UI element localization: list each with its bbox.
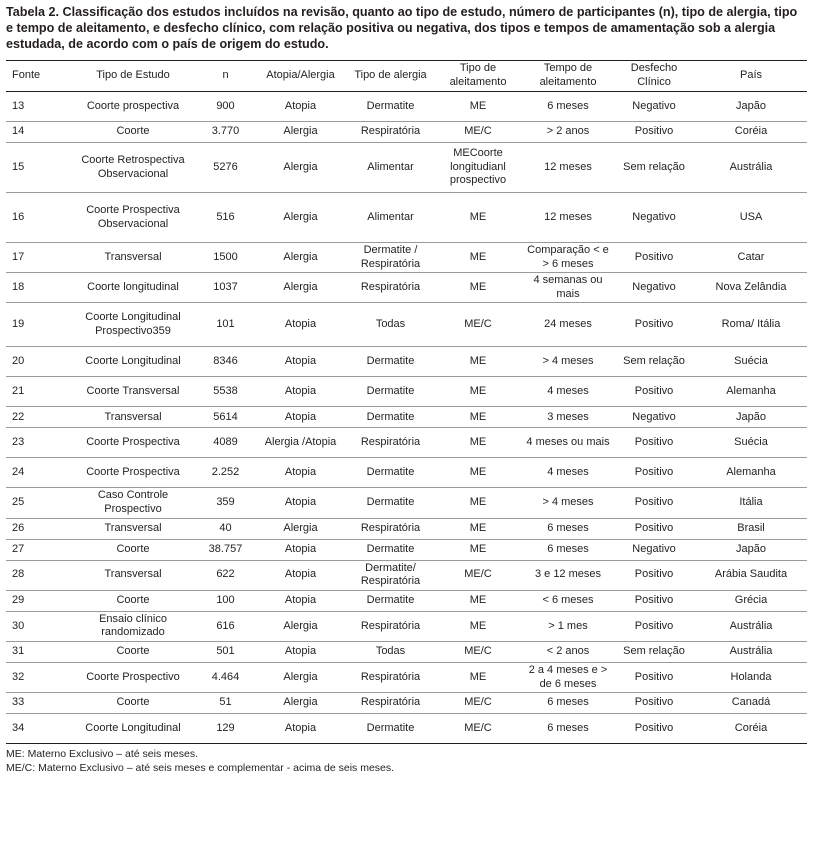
cell-tipo-de-estudo: Coorte prospectiva [86,99,180,112]
cell-n: 3.770 [211,125,240,138]
table-row [6,611,807,641]
table-row [6,273,807,303]
cell-fonte: 31 [12,645,25,658]
cell-tempo-de-aleitamento: > 2 anos [546,125,590,138]
cell-fonte: 15 [12,160,25,173]
cell-desfecho-clinico: Positivo [634,568,674,581]
cell-fonte: 26 [12,521,25,534]
cell-pais: Japão [736,542,766,555]
cell-fonte: 29 [12,593,25,606]
column-header-tipo-de-aleitamento: Tipo de aleitamento [449,62,507,88]
cell-n: 40 [219,521,232,534]
cell-tipo-de-estudo: Coorte Prospectiva [86,436,180,449]
cell-tipo-de-estudo: Coorte [116,593,150,606]
cell-n: 5538 [213,385,238,398]
cell-tipo-de-aleitamento: ME [469,436,487,449]
cell-n: 4.464 [211,670,240,683]
cell-tipo-de-aleitamento: ME/C [464,721,492,734]
cell-n: 622 [216,568,235,581]
cell-tempo-de-aleitamento: 2 a 4 meses e > de 6 meses [528,663,608,690]
cell-tipo-de-aleitamento: ME [469,670,487,683]
cell-n: 100 [216,593,235,606]
table-caption [6,4,807,52]
cell-n: 1500 [213,250,238,263]
cell-pais: Holanda [730,670,772,683]
cell-fonte: 23 [12,436,25,449]
cell-pais: Alemanha [726,385,776,398]
cell-tipo-de-alergia: Alimentar [367,210,414,223]
cell-tipo-de-alergia: Dermatite [366,593,415,606]
cell-pais: Grécia [734,593,768,606]
cell-pais: Japão [736,99,766,112]
cell-n: 359 [216,496,235,509]
cell-atopia-alergia: Alergia [283,696,318,709]
cell-pais: Arábia Saudita [714,568,788,581]
cell-tipo-de-alergia: Todas [375,645,406,658]
cell-tipo-de-alergia: Respiratória [360,696,421,709]
cell-tipo-de-estudo: Coorte Retrospectiva Observacional [81,153,185,180]
table-row [6,488,807,518]
cell-tempo-de-aleitamento: 3 e 12 meses [534,568,602,581]
cell-desfecho-clinico: Negativo [632,210,676,223]
table-row [6,458,807,488]
studies-table [6,60,807,744]
cell-tipo-de-estudo: Coorte [116,125,150,138]
cell-n: 38.757 [208,542,243,555]
cell-desfecho-clinico: Positivo [634,436,674,449]
cell-atopia-alergia: Alergia [283,670,318,683]
cell-tipo-de-alergia: Respiratória [360,280,421,293]
cell-desfecho-clinico: Positivo [634,721,674,734]
cell-desfecho-clinico: Positivo [634,696,674,709]
cell-tipo-de-aleitamento: ME [469,496,487,509]
table-row [6,92,807,122]
cell-tempo-de-aleitamento: 6 meses [547,696,589,709]
cell-pais: Japão [736,410,766,423]
cell-tipo-de-aleitamento: ME [469,385,487,398]
cell-tipo-de-alergia: Respiratória [360,619,421,632]
cell-tempo-de-aleitamento: 6 meses [547,99,589,112]
table-row [6,539,807,560]
cell-pais: Suécia [734,355,768,368]
cell-tipo-de-estudo: Coorte Longitudinal [85,355,181,368]
cell-fonte: 30 [12,619,25,632]
cell-tipo-de-estudo: Ensaio clínico randomizado [99,612,167,639]
cell-atopia-alergia: Atopia [284,593,317,606]
cell-fonte: 28 [12,568,25,581]
note-mec: ME/C: Materno Exclusivo – até seis meses e complementar - acima de seis meses. [6,762,395,775]
table-header [6,61,807,92]
cell-fonte: 21 [12,385,25,398]
cell-tipo-de-aleitamento: ME [469,355,487,368]
cell-desfecho-clinico: Sem relação [623,355,685,368]
cell-atopia-alergia: Alergia [283,280,318,293]
table-row [6,560,807,590]
cell-fonte: 18 [12,280,25,293]
cell-tempo-de-aleitamento: > 1 mes [548,619,588,632]
cell-tempo-de-aleitamento: 4 semanas ou mais [533,274,603,300]
cell-fonte: 27 [12,542,25,555]
cell-desfecho-clinico: Negativo [632,542,676,555]
cell-tipo-de-estudo: Coorte Longitudinal Prospectivo359 [85,311,181,337]
table-row [6,243,807,273]
cell-tipo-de-estudo: Transversal [104,568,162,581]
cell-desfecho-clinico: Sem relação [623,160,685,173]
cell-tipo-de-estudo: Coorte Longitudinal [85,721,181,734]
cell-tempo-de-aleitamento: 4 meses [547,385,589,398]
caption-text: Classificação dos estudos incluídos na revisão, quanto ao tipo de estudo, número de participantes (n), tipo de alergia, tipo e tempo de aleitamento, e desfecho clínico, com relação positiva ou negativa, dos tipos e tempos de amamentação sob a alergia estudada, de acordo com o país de origem do estudo. [6,5,798,51]
cell-desfecho-clinico: Positivo [634,619,674,632]
cell-pais: Canadá [731,696,771,709]
cell-atopia-alergia: Alergia [283,521,318,534]
cell-atopia-alergia: Alergia /Atopia [264,436,337,449]
cell-desfecho-clinico: Negativo [632,280,676,293]
cell-pais: USA [739,210,763,223]
cell-tipo-de-alergia: Todas [375,318,406,331]
cell-tipo-de-aleitamento: ME/C [464,645,492,658]
cell-n: 501 [216,645,235,658]
cell-fonte: 19 [12,318,25,331]
cell-pais: Austrália [729,160,773,173]
cell-pais: Coréia [734,125,768,138]
cell-pais: Brasil [737,521,765,534]
column-header-pais: País [739,69,762,82]
cell-fonte: 24 [12,466,25,479]
cell-tipo-de-alergia: Respiratória [360,670,421,683]
cell-tempo-de-aleitamento: 12 meses [544,160,592,173]
cell-desfecho-clinico: Sem relação [623,645,685,658]
cell-tipo-de-estudo: Transversal [104,250,162,263]
cell-desfecho-clinico: Positivo [634,125,674,138]
cell-atopia-alergia: Alergia [283,125,318,138]
cell-tipo-de-aleitamento: ME/C [464,568,492,581]
table-notes [6,747,807,775]
table-row [6,347,807,377]
cell-pais: Austrália [729,645,773,658]
table-row [6,143,807,193]
cell-tipo-de-estudo: Caso Controle Prospectivo [97,489,169,515]
cell-tipo-de-aleitamento: ME/C [464,318,492,331]
cell-tipo-de-aleitamento: ME [469,250,487,263]
cell-tempo-de-aleitamento: 4 meses ou mais [526,436,610,449]
cell-tempo-de-aleitamento: 3 meses [547,410,589,423]
cell-tipo-de-alergia: Dermatite [366,99,415,112]
cell-tipo-de-aleitamento: ME [469,619,487,632]
cell-desfecho-clinico: Positivo [634,593,674,606]
cell-tipo-de-alergia: Dermatite [366,721,415,734]
cell-tipo-de-alergia: Respiratória [360,436,421,449]
cell-tipo-de-estudo: Coorte Prospectiva [86,466,180,479]
cell-fonte: 33 [12,696,25,709]
cell-desfecho-clinico: Positivo [634,521,674,534]
column-header-tempo-de-aleitamento: Tempo de aleitamento [539,62,597,88]
cell-atopia-alergia: Atopia [284,645,317,658]
cell-n: 516 [216,210,235,223]
cell-tempo-de-aleitamento: Comparação < e > 6 meses [527,244,609,270]
cell-tipo-de-alergia: Respiratória [360,125,421,138]
cell-tipo-de-alergia: Dermatite [366,496,415,509]
cell-atopia-alergia: Alergia [283,210,318,223]
cell-atopia-alergia: Atopia [284,318,317,331]
cell-atopia-alergia: Atopia [284,721,317,734]
cell-pais: Coréia [734,721,768,734]
cell-tipo-de-estudo: Transversal [104,521,162,534]
cell-tempo-de-aleitamento: 12 meses [544,210,592,223]
table-body [6,92,807,744]
cell-fonte: 34 [12,721,25,734]
table-row [6,641,807,662]
table-row [6,662,807,692]
cell-pais: Itália [739,496,763,509]
cell-atopia-alergia: Atopia [284,568,317,581]
cell-n: 900 [216,99,235,112]
cell-pais: Roma/ Itália [721,318,781,331]
cell-fonte: 25 [12,496,25,509]
cell-tipo-de-alergia: Dermatite [366,466,415,479]
cell-tempo-de-aleitamento: > 4 meses [542,496,594,509]
cell-pais: Nova Zelândia [715,280,787,293]
column-header-tipo-de-estudo: Tipo de Estudo [96,69,170,82]
column-header-atopia-alergia: Atopia/Alergia [266,69,335,82]
column-header-n: n [222,69,229,82]
cell-tipo-de-alergia: Alimentar [367,160,414,173]
cell-tipo-de-estudo: Coorte longitudinal [87,280,179,293]
cell-tempo-de-aleitamento: 24 meses [544,318,592,331]
cell-desfecho-clinico: Positivo [634,466,674,479]
cell-n: 1037 [213,280,238,293]
cell-atopia-alergia: Atopia [284,410,317,423]
table-row [6,428,807,458]
cell-pais: Suécia [734,436,768,449]
table-row [6,377,807,407]
cell-atopia-alergia: Alergia [283,619,318,632]
cell-fonte: 22 [12,410,25,423]
cell-tempo-de-aleitamento: < 6 meses [542,593,594,606]
cell-tipo-de-aleitamento: ME [469,521,487,534]
caption-label: Tabela 2. [6,5,59,19]
cell-tipo-de-estudo: Transversal [104,410,162,423]
cell-n: 129 [216,721,235,734]
cell-tipo-de-aleitamento: ME [469,99,487,112]
cell-desfecho-clinico: Positivo [634,250,674,263]
table-row [6,714,807,744]
cell-fonte: 17 [12,250,25,263]
cell-tipo-de-alergia: Respiratória [360,521,421,534]
cell-tipo-de-estudo: Coorte [116,696,150,709]
table-row [6,122,807,143]
cell-tipo-de-estudo: Coorte Prospectivo [86,670,180,683]
table-row [6,407,807,428]
cell-desfecho-clinico: Negativo [632,410,676,423]
cell-tipo-de-estudo: Coorte Transversal [86,385,180,398]
cell-tipo-de-alergia: Dermatite [366,385,415,398]
cell-tipo-de-alergia: Dermatite/ Respiratória [360,561,421,588]
table-row [6,590,807,611]
cell-atopia-alergia: Atopia [284,385,317,398]
cell-n: 2.252 [211,466,240,479]
cell-tipo-de-alergia: Dermatite / Respiratória [360,244,421,270]
cell-n: 5276 [213,160,238,173]
table-row [6,693,807,714]
cell-tipo-de-alergia: Dermatite [366,410,415,423]
cell-desfecho-clinico: Positivo [634,385,674,398]
cell-tempo-de-aleitamento: 6 meses [547,542,589,555]
column-header-desfecho-clinico: Desfecho Clínico [630,62,678,88]
cell-tipo-de-aleitamento: ME [469,210,487,223]
cell-atopia-alergia: Atopia [284,496,317,509]
cell-desfecho-clinico: Positivo [634,670,674,683]
cell-tempo-de-aleitamento: 4 meses [547,466,589,479]
cell-n: 5614 [213,410,238,423]
cell-tipo-de-aleitamento: ME [469,593,487,606]
cell-fonte: 16 [12,210,25,223]
cell-tipo-de-alergia: Dermatite [366,542,415,555]
cell-tipo-de-estudo: Coorte [116,645,150,658]
cell-tipo-de-aleitamento: ME [469,410,487,423]
cell-tempo-de-aleitamento: 6 meses [547,521,589,534]
cell-atopia-alergia: Alergia [283,250,318,263]
table-row [6,193,807,243]
cell-pais: Austrália [729,619,773,632]
cell-pais: Catar [737,250,765,263]
cell-atopia-alergia: Atopia [284,355,317,368]
cell-fonte: 20 [12,355,25,368]
cell-tempo-de-aleitamento: 6 meses [547,721,589,734]
cell-tipo-de-aleitamento: MECoorte longitudianl prospectivo [449,147,507,187]
cell-atopia-alergia: Atopia [284,542,317,555]
cell-desfecho-clinico: Positivo [634,318,674,331]
cell-tipo-de-aleitamento: ME [469,542,487,555]
cell-n: 51 [219,696,232,709]
table-row [6,303,807,347]
cell-fonte: 14 [12,125,25,138]
column-header-fonte: Fonte [12,69,41,82]
cell-tipo-de-aleitamento: ME [469,466,487,479]
cell-atopia-alergia: Alergia [283,160,318,173]
table-row [6,518,807,539]
cell-n: 616 [216,619,235,632]
cell-n: 4089 [213,436,238,449]
cell-fonte: 32 [12,670,25,683]
cell-desfecho-clinico: Negativo [632,99,676,112]
header-row [6,61,807,92]
cell-atopia-alergia: Atopia [284,466,317,479]
cell-n: 8346 [213,355,238,368]
cell-n: 101 [216,318,235,331]
cell-tipo-de-aleitamento: ME/C [464,125,492,138]
cell-tipo-de-aleitamento: ME/C [464,696,492,709]
column-header-tipo-de-alergia: Tipo de alergia [354,69,427,82]
cell-desfecho-clinico: Positivo [634,496,674,509]
cell-pais: Alemanha [726,466,776,479]
cell-fonte: 13 [12,99,25,112]
cell-tipo-de-aleitamento: ME [469,280,487,293]
cell-tipo-de-estudo: Coorte [116,542,150,555]
cell-tipo-de-alergia: Dermatite [366,355,415,368]
cell-tempo-de-aleitamento: < 2 anos [546,645,590,658]
cell-tempo-de-aleitamento: > 4 meses [542,355,594,368]
cell-atopia-alergia: Atopia [284,99,317,112]
note-me: ME: Materno Exclusivo – até seis meses. [6,748,198,761]
cell-tipo-de-estudo: Coorte Prospectiva Observacional [86,203,180,230]
